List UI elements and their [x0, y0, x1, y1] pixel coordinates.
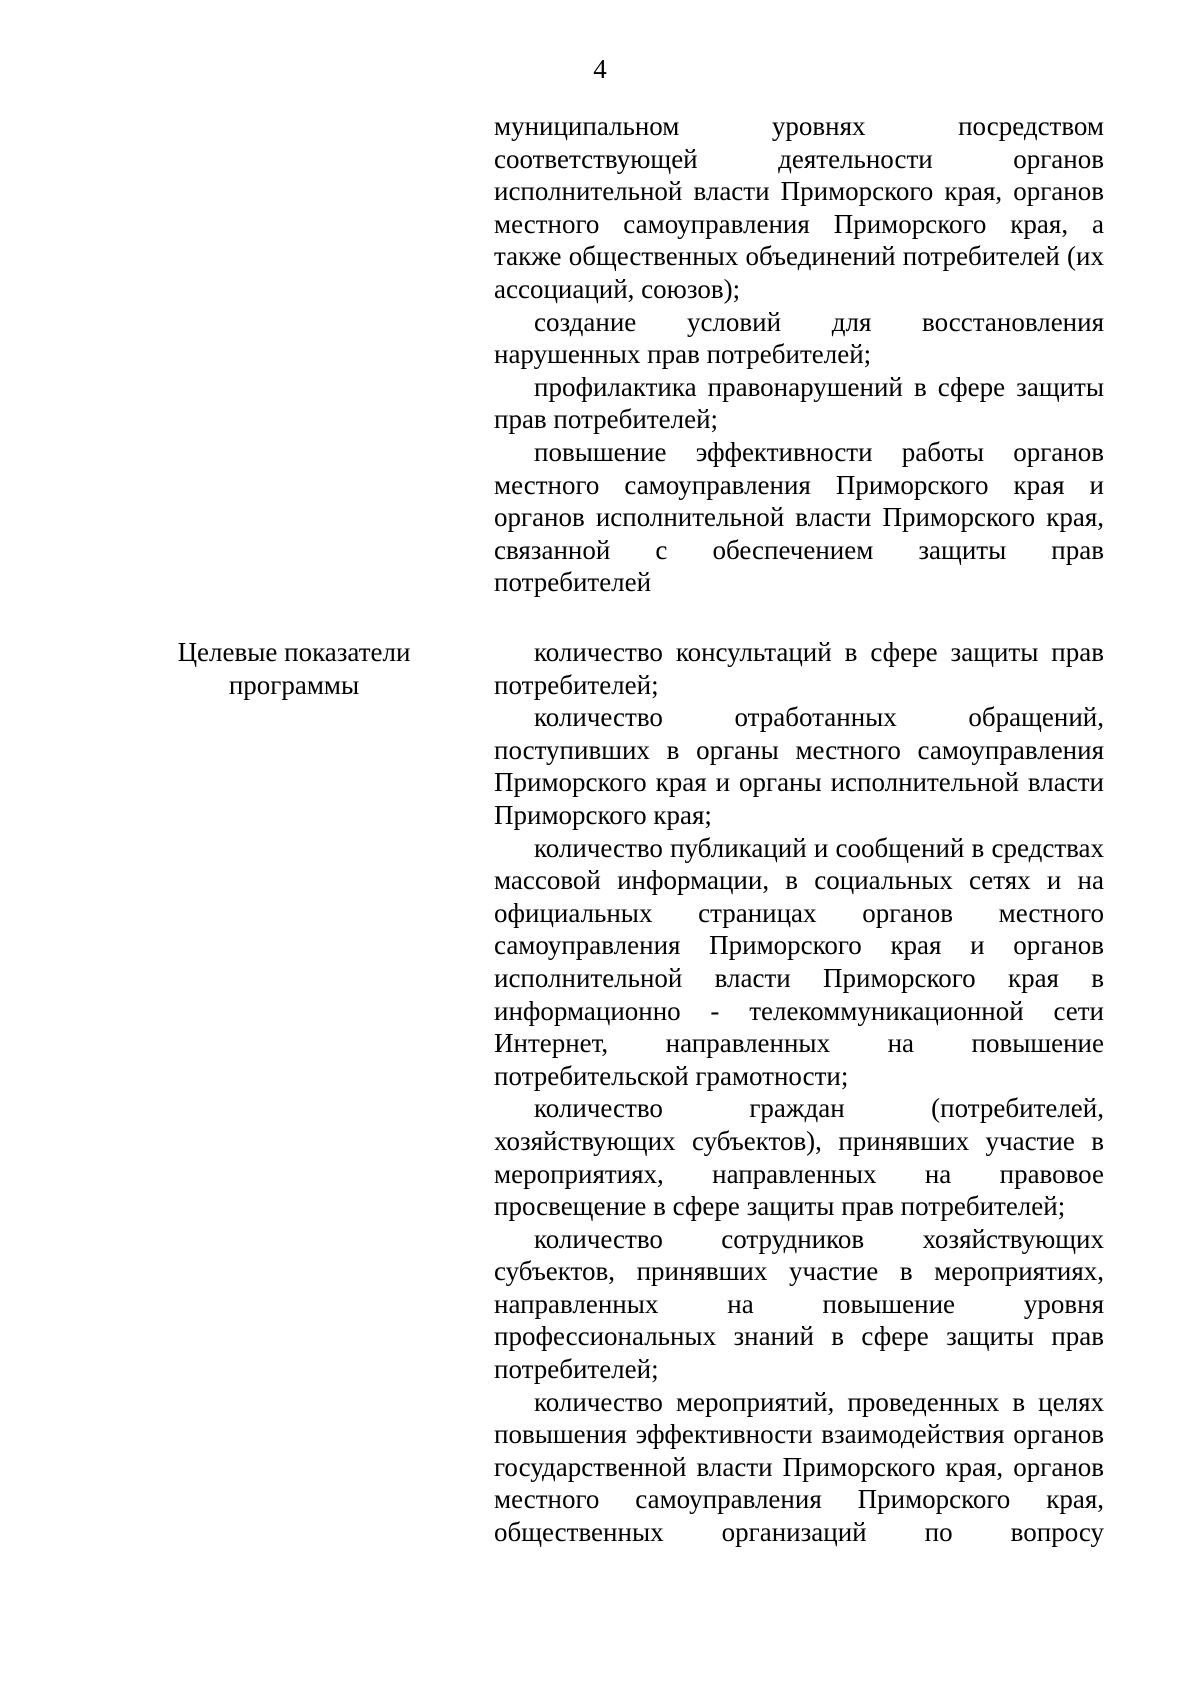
upper-text-block [494, 110, 1104, 599]
list-item: профилактика правонарушений в сфере защиты прав потребителей; [494, 371, 1104, 435]
targets-text-block [494, 636, 1104, 1549]
targets-label-line: программы [228, 669, 360, 700]
list-item: количество сотрудников хозяйствующих субъектов, принявших участие в мероприятиях, направленных на повышение уровня профессиональных знаний в сфере защиты прав потребителей; [494, 1223, 1104, 1385]
list-item: повышение эффективности работы органов местного самоуправления Приморского края и органов исполнительной власти Приморского края, связанной с обеспечением защиты прав потребителей [494, 436, 1104, 598]
page-number: 4 [593, 54, 607, 84]
list-item: количество отработанных обращений, поступивших в органы местного самоуправления Приморского края и органы исполнительной власти Приморского края; [494, 702, 1104, 830]
list-item: создание условий для восстановления нарушенных прав потребителей; [494, 306, 1104, 370]
list-item: количество мероприятий, проведенных в целях повышения эффективности взаимодействия органов государственной власти Приморского края, органов местного самоуправления Приморского края, общественных организаций по вопросу [494, 1386, 1104, 1548]
continuation-paragraph: муниципальном уровнях посредством соответствующей деятельности органов исполнительной власти Приморского края, органов местного самоуправления Приморского края, а также общественных объединений потребителей (их ассоциаций, союзов); [494, 111, 1104, 304]
list-item: количество консультаций в сфере защиты прав потребителей; [494, 637, 1104, 700]
targets-label-line: Целевые показатели [177, 637, 411, 667]
list-item: количество публикаций и сообщений в средствах массовой информации, в социальных сетях и на официальных страницах органов местного самоуправления Приморского края и органов исполнительной власти Приморского края в информационно - телекоммуникационной сети Интернет, направленных на повышение потребительской грамотности; [494, 832, 1104, 1091]
targets-section-label [150, 636, 438, 701]
list-item: количество граждан (потребителей, хозяйствующих субъектов), принявших участие в мероприятиях, направленных на правовое просвещение в сфере защиты прав потребителей; [494, 1093, 1104, 1222]
